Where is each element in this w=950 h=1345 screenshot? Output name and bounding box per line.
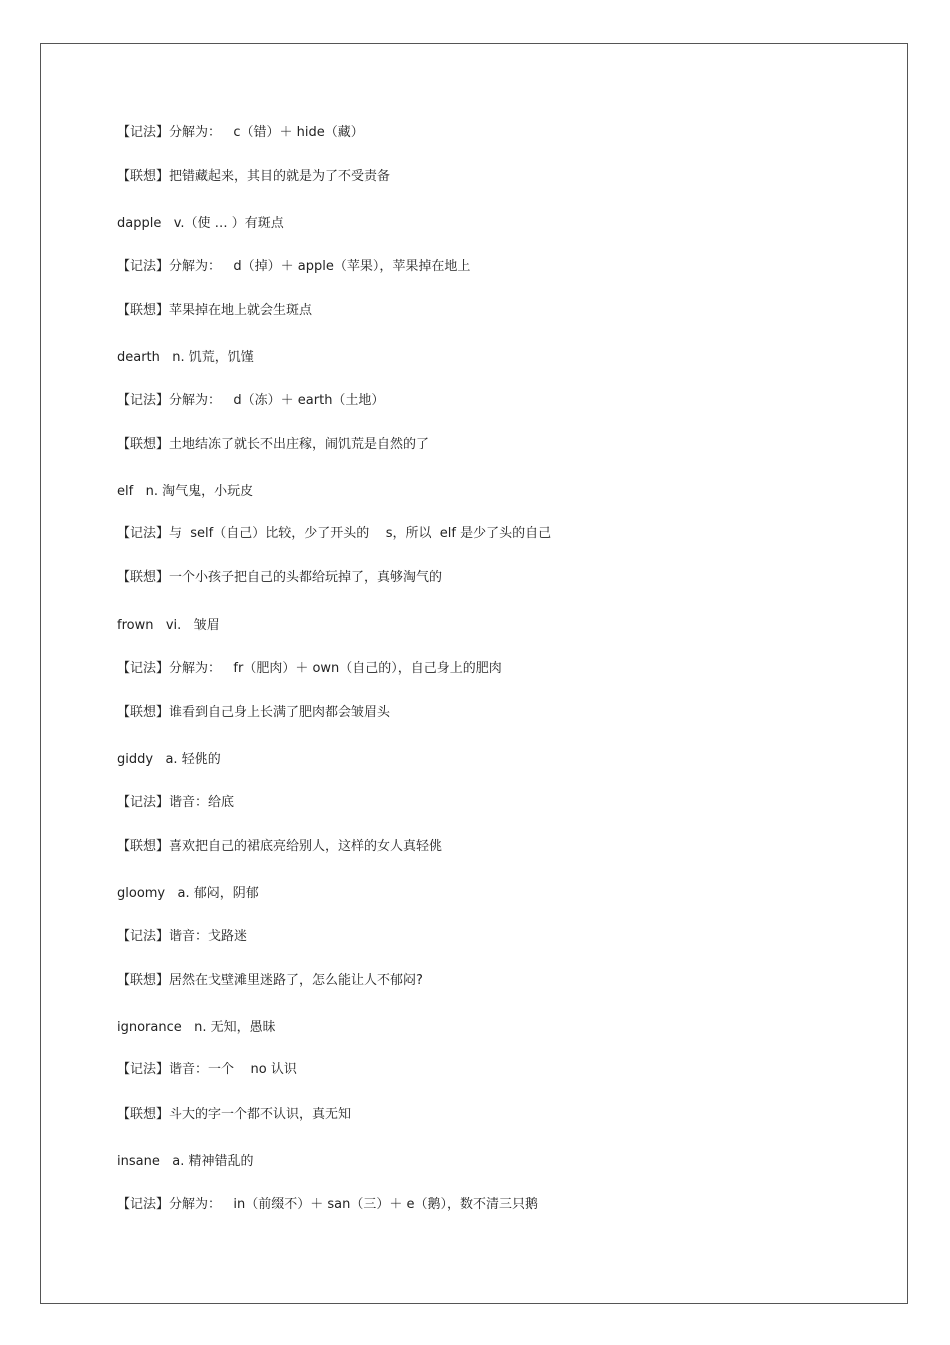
association-line: 【联想】把错藏起来，其目的就是为了不受责备: [117, 169, 391, 184]
word-entry: gloomy a. 郁闷，阴郁: [117, 886, 259, 901]
mnemonic-line: 【记法】分解为： d（掉）＋ apple（苹果），苹果掉在地上: [117, 259, 471, 274]
association-line: 【联想】斗大的字一个都不认识，真无知: [117, 1107, 352, 1122]
word-entry: frown vi. 皱眉: [117, 618, 220, 633]
word-entry: ignorance n. 无知，愚昧: [117, 1020, 276, 1035]
mnemonic-line: 【记法】分解为： in（前缀不）＋ san（三）＋ e（鹅），数不清三只鹅: [117, 1197, 538, 1212]
association-line: 【联想】一个小孩子把自己的头都给玩掉了，真够淘气的: [117, 570, 443, 585]
word-entry: insane a. 精神错乱的: [117, 1154, 254, 1169]
association-line: 【联想】居然在戈壁滩里迷路了，怎么能让人不郁闷?: [117, 973, 423, 988]
mnemonic-line: 【记法】分解为： fr（肥肉）＋ own（自己的），自己身上的肥肉: [117, 661, 502, 676]
association-line: 【联想】土地结冻了就长不出庄稼，闹饥荒是自然的了: [117, 437, 430, 452]
mnemonic-line: 【记法】分解为： c（错）＋ hide（藏）: [117, 125, 364, 140]
mnemonic-line: 【记法】谐音：给底: [117, 795, 235, 810]
word-entry: giddy a. 轻佻的: [117, 752, 221, 767]
word-entry: elf n. 淘气鬼，小玩皮: [117, 484, 254, 499]
mnemonic-line: 【记法】与 self（自己）比较，少了开头的 s，所以 elf 是少了头的自己: [117, 526, 552, 541]
mnemonic-line: 【记法】谐音：一个 no 认识: [117, 1062, 297, 1077]
mnemonic-line: 【记法】分解为： d（冻）＋ earth（土地）: [117, 393, 385, 408]
mnemonic-line: 【记法】谐音：戈路迷: [117, 929, 248, 944]
word-entry: dapple v.（使 … ）有斑点: [117, 216, 284, 231]
association-line: 【联想】谁看到自己身上长满了肥肉都会皱眉头: [117, 705, 391, 720]
word-entry: dearth n. 饥荒，饥馑: [117, 350, 254, 365]
association-line: 【联想】苹果掉在地上就会生斑点: [117, 303, 313, 318]
association-line: 【联想】喜欢把自己的裙底亮给别人，这样的女人真轻佻: [117, 839, 443, 854]
